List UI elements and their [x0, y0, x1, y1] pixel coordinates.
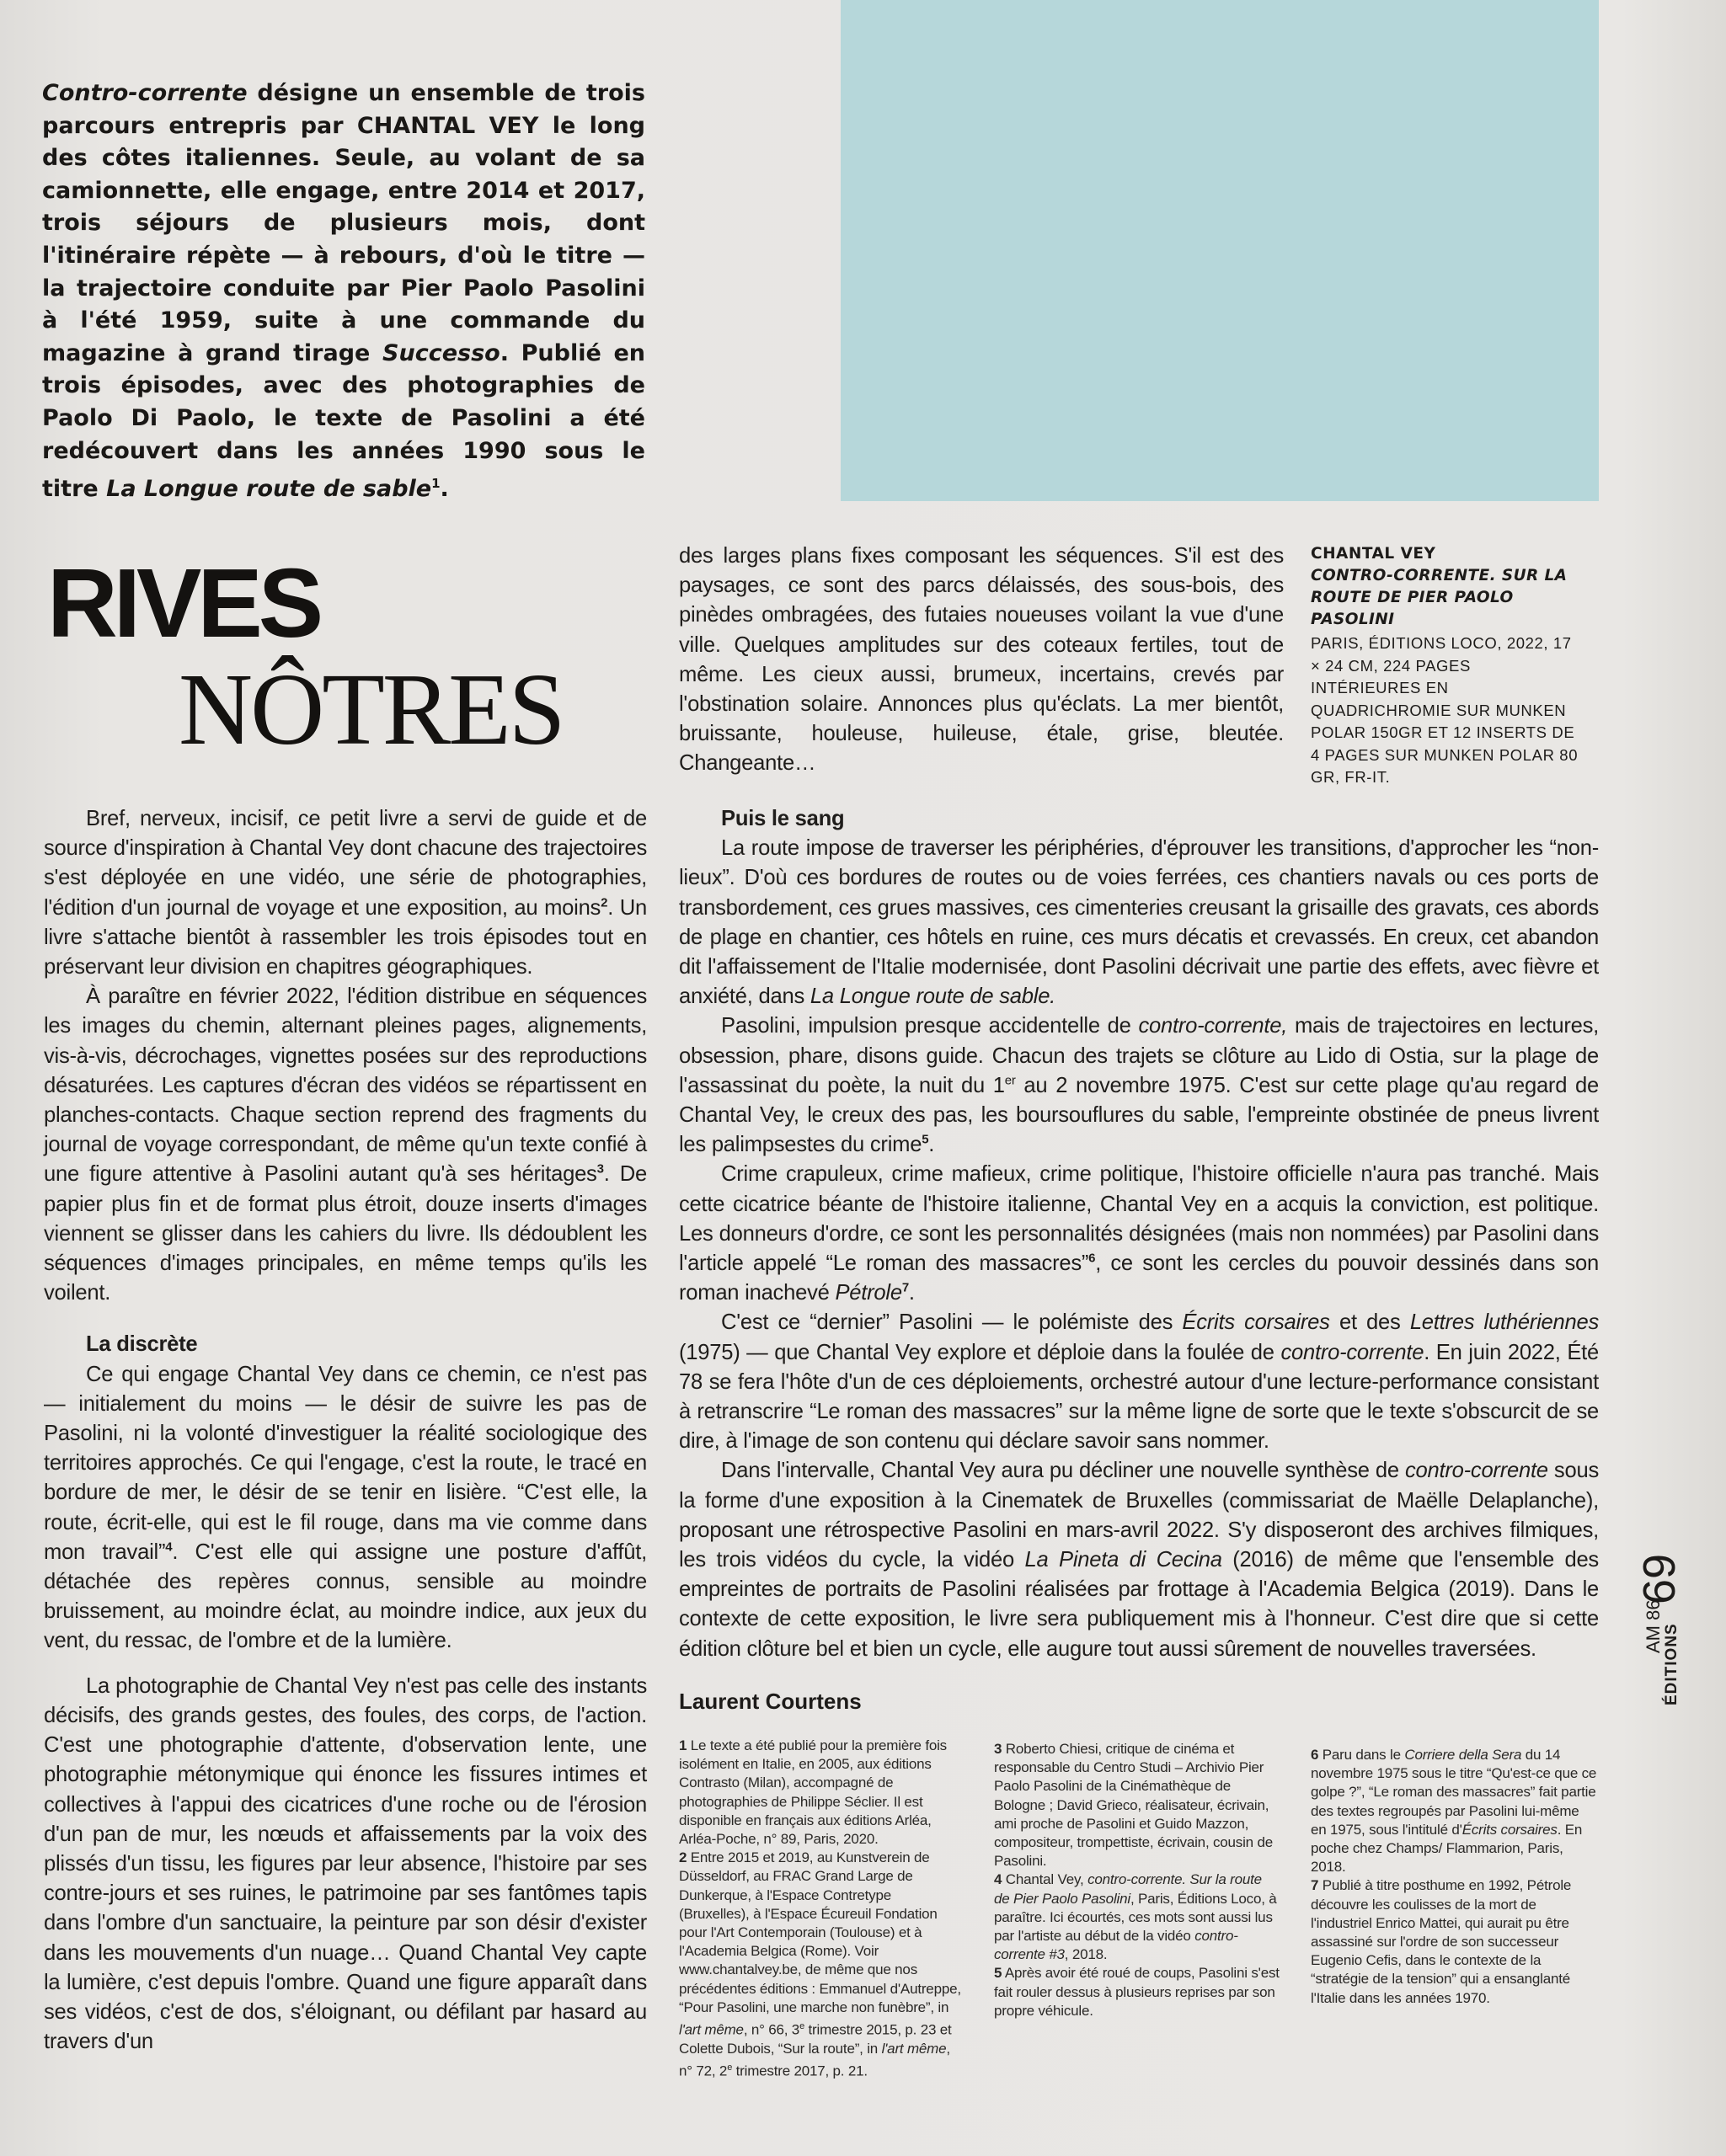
headline-line-2: NÔTRES [179, 653, 564, 766]
footnote: 1 Le texte a été publié pour la première fois isolément en Italie, en 2005, aux éditions Contrasto (Milan), accompagné de photographies de Philippe Séclier. Il est disponible en français aux éditions Arléa, Arléa-Poche, n° 89, Paris, 2020. [679, 1737, 947, 1848]
body-paragraph: La route impose de traverser les périphéries, d'éprouver les transitions, d'approcher les “non-lieux”. D'où ces bordures de routes ou de voies ferrées, ces chantiers navals ou ces ports de transbordement, ces grues massives, ces cimenteries creusant la grisaille des gravats, ces abords de plage en chantier, ces hôtels en ruine, ces murs décatis et crevassés. En creux, cet abandon dit l'affaissement de l'Italie modernisée, dont Pasolini décrivait une partie des effets, avec fièvre et anxiété, dans La Longue route de sable. [679, 836, 1599, 1009]
note-ref: 7 [901, 1280, 909, 1295]
lead-text-1: désigne un ensemble de trois parcours entrepris par CHANTAL VEY le long des côtes italiennes. Seule, au volant de sa camionnette, elle engage, entre 2014 et 2017, trois séjours de plusieurs mois, dont l'itinéraire répète — à rebours, d'où le titre — la trajectoire conduite par Pier Paolo Pasolini à l'été 1959, suite à une commande du magazine à grand tirage [42, 80, 645, 366]
page-folio [1634, 1503, 1685, 1705]
body-column-middle-top [679, 542, 1284, 779]
note-ref: 2 [601, 895, 608, 910]
subheading-la-discrete: La discrète [86, 1332, 198, 1357]
note-ref: 3 [596, 1161, 604, 1177]
lead-text-3: . [440, 476, 449, 503]
body-column-right [679, 804, 1599, 1664]
book-info [1311, 543, 1580, 789]
body-paragraph: La photographie de Chantal Vey n'est pas celle des instants décisifs, des grands gestes, des foules, des corps, de l'action. C'est une photographie d'attente, d'observation lente, une photographie métonymique qui énonce les fissures intimes et collectives à l'appui des cicatrices d'une roche ou de l'érosion d'un pan de mur, les nœuds et affaissements par la voix des plissés d'un tissu, les figures par leur absence, l'histoire par ses contre-jours et ses ruines, le patrimoine par ses fantômes tapis dans l'ombre d'un sanctuaire, la peinture par son désir d'exister dans les mouvements d'un nuage… Quand Chantal Vey capte la lumière, c'est depuis l'ombre. Quand une figure apparaît dans ses vidéos, c'est de dos, s'éloignant, ou défilant par hasard au travers d'un [44, 1673, 647, 2054]
lead-title-italic: Contro-corrente [42, 80, 248, 106]
body-paragraph: Dans l'intervalle, Chantal Vey aura pu décliner une nouvelle synthèse de contro-corrente sous la forme d'une exposition à la Cinematek de Bruxelles (commissariat de Maëlle Delaplanche), proposant une rétrospective Pasolini en mars-avril 2022. S'y disposeront des archives filmiques, les trois vidéos du cycle, la vidéo La Pineta di Cecina (2016) de même que l'ensemble des empreintes de portraits de Pasolini réalisées par frottage à l'Academia Belgica (2019). Dans le contexte de cette exposition, le livre sera publiquement mis à l'honneur. C'est dire que si cette édition clôture bel et bien un cycle, elle augure tout aussi sûrement de nouvelles traversées. [679, 1459, 1599, 1661]
lead-text-2: . Publié en trois épisodes, avec des photographies de Paolo Di Paolo, le texte de Pasolini a été redécouvert dans les années 1990 sous le titre [42, 339, 645, 503]
lead-paragraph [42, 77, 645, 506]
note-ref: 5 [922, 1132, 929, 1147]
headline-line-1: RIVES [47, 548, 320, 658]
body-paragraph: Ce qui engage Chantal Vey dans ce chemin, ce n'est pas — initialement du moins — le désir de suivre les pas de Pasolini, ni la volonté d'investiguer la réalité sociologique des territoires approchés. Ce qui l'engage, c'est la route, le tracé en bordure de mer, le désir de se tenir en lisière. “C'est elle, la route, écrit-elle, qui est le fil rouge, dans ma vie comme dans mon travail”$^4$. C'est elle qui assigne une posture d'affût, détachée des repères connus, sensible au moindre bruissement, au moindre éclat, au moindre indice, aux jeux du vent, du ressac, de l'ombre et de la lumière. [44, 1362, 647, 1653]
section-label: ÉDITIONS [1663, 1623, 1681, 1705]
page-number: 69 [1634, 1553, 1685, 1604]
body-paragraph: C'est ce “dernier” Pasolini — le polémiste des Écrits corsaires et des Lettres luthériennes (1975) — que Chantal Vey explore et déploie dans la foulée de contro-corrente. En juin 2022, Été 78 se fera l'hôte d'un de ces déploiements, orchestré autour d'une lecture-performance consistant à retranscrire “Le roman des massacres” sur la même ligne de sorte que le texte s'obscurcit de se dire, à l'image de son contenu qui déclare savoir sans nommer. [679, 1310, 1599, 1454]
body-paragraph: Bref, nerveux, incisif, ce petit livre a servi de guide et de source d'inspiration à Chantal Vey dont chacune des trajectoires s'est déployée en une vidéo, une série de photographies, l'édition d'un journal de voyage et une exposition, au moins$^2$. Un livre s'attache bientôt à rassembler les trois épisodes tout en préservant leur division en chapitres géographiques. [44, 807, 647, 979]
body-paragraph: Crime crapuleux, crime mafieux, crime politique, l'histoire officielle n'aura pas tranché. Mais cette cicatrice béante de l'histoire italienne, Chantal Vey en a acquis la conviction, est politique. Les donneurs d'ordre, ce sont les personnalités désignées (mais non nommées) par Pasolini dans l'article appelé “Le roman des massacres”$^6$, ce sont les cercles du pouvoir dessinés dans son roman inachevé Pétrole$^7$. [679, 1162, 1599, 1305]
footnote: 6 Paru dans le Corriere della Sera du 14 novembre 1975 sous le titre “Qu'est-ce que ce golpe ?”, “Le roman des massacres” fait partie des textes regroupés par Pasolini lui-même en 1975, sous l'intitulé d'Écrits corsaires. En poche chez Champs/ Flammarion, Paris, 2018. [1311, 1747, 1597, 1876]
footnotes-column-2 [994, 1740, 1280, 2020]
book-details: PARIS, ÉDITIONS LOCO, 2022, 17 × 24 CM, 224 PAGES INTÉRIEURES EN QUADRICHROMIE SUR MUNKEN POLAR 150GR ET 12 INSERTS DE 4 PAGES SUR MUNKEN POLAR 80 GR, FR-IT. [1311, 634, 1579, 786]
footnotes-column-1 [679, 1737, 965, 2081]
note-ref: 6 [1088, 1251, 1096, 1266]
footnotes-column-3 [1311, 1746, 1597, 2008]
body-column-left [44, 804, 647, 2057]
author-signature: Laurent Courtens [679, 1689, 862, 1714]
lead-book-title: La Longue route de sable [106, 476, 432, 503]
footnote: 7 Publié à titre posthume en 1992, Pétrole découvre les coulisses de la mort de l'industriel Enrico Mattei, qui aurait pu être assassiné sur l'ordre de son successeur Eugenio Cefis, dans le contexte de la “stratégie de la tension” qui a ensanglanté l'Italie dans les années 1970. [1311, 1877, 1572, 2006]
book-author: CHANTAL VEY [1311, 545, 1436, 563]
note-ref: 4 [165, 1540, 173, 1555]
footnote: 5 Après avoir été roué de coups, Pasolini s'est fait rouler dessus à plusieurs reprises par son propre véhicule. [994, 1965, 1280, 2019]
footnote: 4 Chantal Vey, contro-corrente. Sur la route de Pier Paolo Pasolini, Paris, Éditions Loco, à paraître. Ici écourtés, ces mots sont aussi lus par l'artiste au début de la vidéo contro-corrente #3, 2018. [994, 1871, 1277, 1963]
footnote: 3 Roberto Chiesi, critique de cinéma et responsable du Centro Studi – Archivio Pier Paolo Pasolini de la Cinémathèque de Bologne ; David Grieco, réalisateur, écrivain, ami proche de Pasolini et Guido Mazzon, compositeur, trompettiste, écrivain, cousin de Pasolini. [994, 1741, 1273, 1870]
lead-magazine-name: Successo [382, 339, 500, 366]
book-title: CONTRO-CORRENTE. SUR LA ROUTE DE PIER PAOLO PASOLINI [1311, 567, 1568, 628]
body-paragraph: Pasolini, impulsion presque accidentelle de contro-corrente, mais de trajectoires en lectures, obsession, phare, disons guide. Chacun des trajets se clôture au Lido di Ostia, sur la plage de l'assassinat du poète, la nuit du 1er au 2 novembre 1975. C'est sur cette plage qu'au regard de Chantal Vey, le creux des pas, les boursouflures du sable, l'empreinte obstinée de pneus livrent les palimpsestes du crime$^5$. [679, 1014, 1599, 1157]
footnote: 2 Entre 2015 et 2019, au Kunstverein de Düsseldorf, au FRAC Grand Large de Dunkerque, à l'Espace Contretype (Bruxelles), à l'Espace Écureuil Fondation pour l'Art Contemporain (Toulouse) et à l'Academia Belgica (Rome). Voir www.chantalvey.be, de même que nos précédentes éditions : Emmanuel d'Autreppe, “Pour Pasolini, une marche non funèbre”, in l'art même, n° 66, 3e trimestre 2015, p. 23 et Colette Dubois, “Sur la route”, in l'art même, n° 72, 2e trimestre 2017, p. 21. [679, 1849, 961, 2079]
body-paragraph: À paraître en février 2022, l'édition distribue en séquences les images du chemin, alternant pleines pages, alignements, vis-à-vis, décrochages, vignettes posées sur des reproductions désaturées. Les captures d'écran des vidéos se répartissent en planches-contacts. Chaque section reprend des fragments du journal de voyage correspondant, de même qu'un texte confié à une figure attentive à Pasolini autant qu'à ses héritages$^3$. De papier plus fin et de format plus étroit, douze inserts d'images viennent se glisser dans les cahiers du livre. Ils dédoublent les séquences d'images principales, en même temps qu'ils les voilent. [44, 985, 647, 1305]
magazine-issue: AM 86 [1643, 1599, 1664, 1653]
subheading-puis-le-sang: Puis le sang [721, 807, 845, 830]
lead-note-ref: 1 [431, 476, 441, 492]
book-spread-photo [841, 0, 1599, 501]
body-paragraph: des larges plans fixes composant les séquences. S'il est des paysages, ce sont des parcs délaissés, des sous-bois, des pinèdes ombragées, des futaies noueuses voilant la vue d'une ville. Quelques amplitudes sur des coteaux fertiles, tout de même. Les cieux aussi, brumeux, incertains, crevés par l'obstination solaire. Annonces plus qu'éclats. La mer bientôt, bruissante, houleuse, huileuse, étale, grise, bleutée. Changeante… [679, 544, 1284, 776]
